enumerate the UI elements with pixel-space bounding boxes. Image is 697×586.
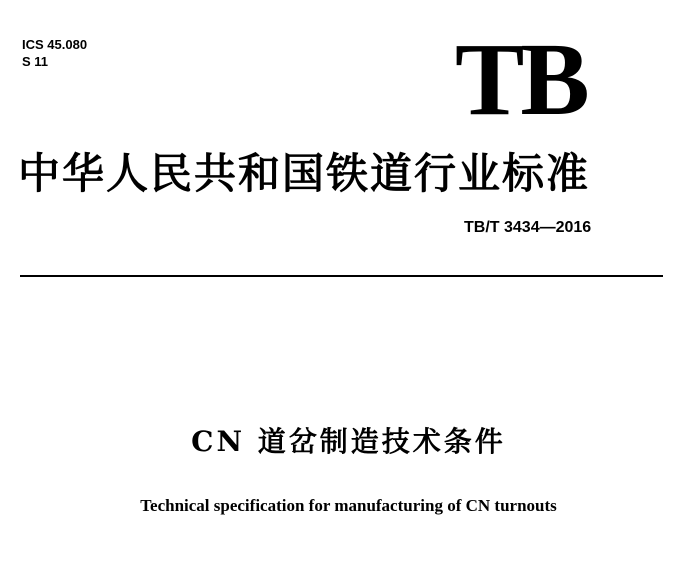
tb-logo: TB [455,22,586,137]
classification-codes [22,36,87,70]
document-title-zh: CN 道岔制造技术条件 [191,425,506,458]
class-code: S 11 [22,54,49,69]
document-title-en: Technical specification for manufacturing of CN turnouts [140,496,557,515]
ics-code: ICS 45.080 [22,37,88,52]
organization-title: 中华人民共和国铁道行业标准 [18,149,591,198]
header-divider [20,275,663,277]
standard-number: TB/T 3434—2016 [464,219,592,236]
